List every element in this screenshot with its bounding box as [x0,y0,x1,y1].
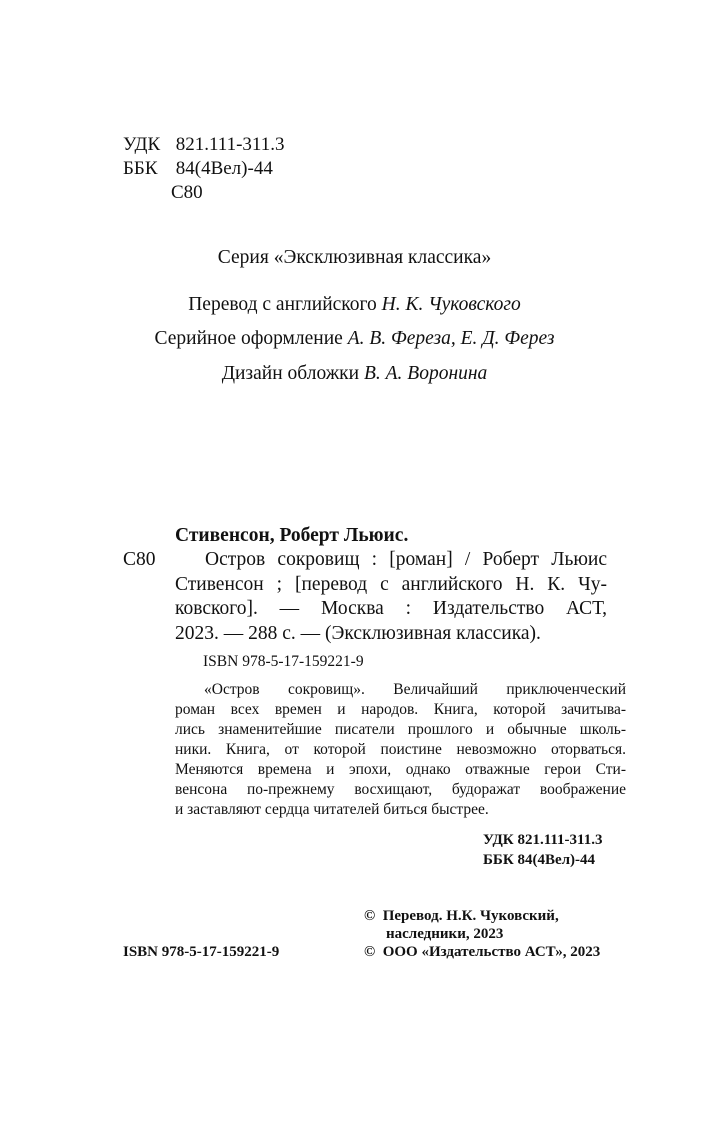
annotation-line: «Остров сокровищ». Величайший приключенческий [204,681,626,698]
series-design-name: А. В. Фереза, Е. Д. Ферез [347,328,555,349]
series-title: Серия «Эксклюзивная классика» [217,247,492,268]
udk-label: УДК [123,134,161,155]
footer-isbn: ISBN 978-5-17-159221-9 [123,944,280,960]
annotation-line: ники. Книга, от которой поистине невозможно оторваться. [175,741,626,758]
series-design-prefix: Серийное оформление [154,328,348,349]
copyright-publisher-line: ООО «Издательство АСТ», 2023 [382,944,601,960]
copyright-translation [364,906,559,926]
series-design-credit [0,326,709,352]
udk-line [123,133,284,157]
copyright-publisher [364,942,600,962]
author-sign: С80 [171,182,203,203]
translator-prefix: Перевод с английского [188,294,382,315]
annotation-line: Меняются времена и эпохи, однако отважные герои Сти- [175,761,626,778]
bib-line: Остров сокровищ : [роман] / Роберт Льюис [205,549,607,570]
annotation-line: венсона по-прежнему восхищают, будоражат воображение [175,781,626,798]
translator-credit [0,292,709,318]
annotation-line: и заставляют сердца читателей биться быстрее. [175,801,489,818]
bbk-value: 84(4Вел)-44 [175,158,273,179]
bib-line: 2023. — 288 с. — (Эксклюзивная классика). [175,622,541,644]
udk-value: 821.111-311.3 [175,134,285,155]
index-udk: УДК 821.111-311.3 [483,832,603,848]
copyright-translation-line1: Перевод. Н.К. Чуковский, [382,908,559,924]
bib-line: ковского]. — Москва : Издательство АСТ, [175,598,607,619]
annotation-line: лись знаменитейшие писатели прошлого и обычные школь- [175,721,626,738]
bbk-label: ББК [123,158,158,179]
annotation-line: роман всех времен и народов. Книга, которой зачитыва- [175,701,626,718]
bib-isbn: ISBN 978-5-17-159221-9 [203,653,364,670]
cover-design-name: В. А. Воронина [363,363,488,384]
index-bbk: ББК 84(4Вел)-44 [483,852,596,868]
bib-line: Стивенсон ; [перевод с английского Н. К. Чу- [175,573,607,595]
bbk-line [123,157,273,181]
cover-design-prefix: Дизайн обложки [221,363,364,384]
copyright-symbol: © [364,944,376,960]
cover-design-credit [0,361,709,387]
bib-author-heading: Стивенсон, Роберт Льюис. [175,525,409,546]
bib-author-sign: С80 [123,549,156,570]
copyright-symbol: © [364,908,376,924]
translator-name: Н. К. Чуковского [381,294,521,315]
copyright-translation-line2: наследники, 2023 [386,926,504,942]
